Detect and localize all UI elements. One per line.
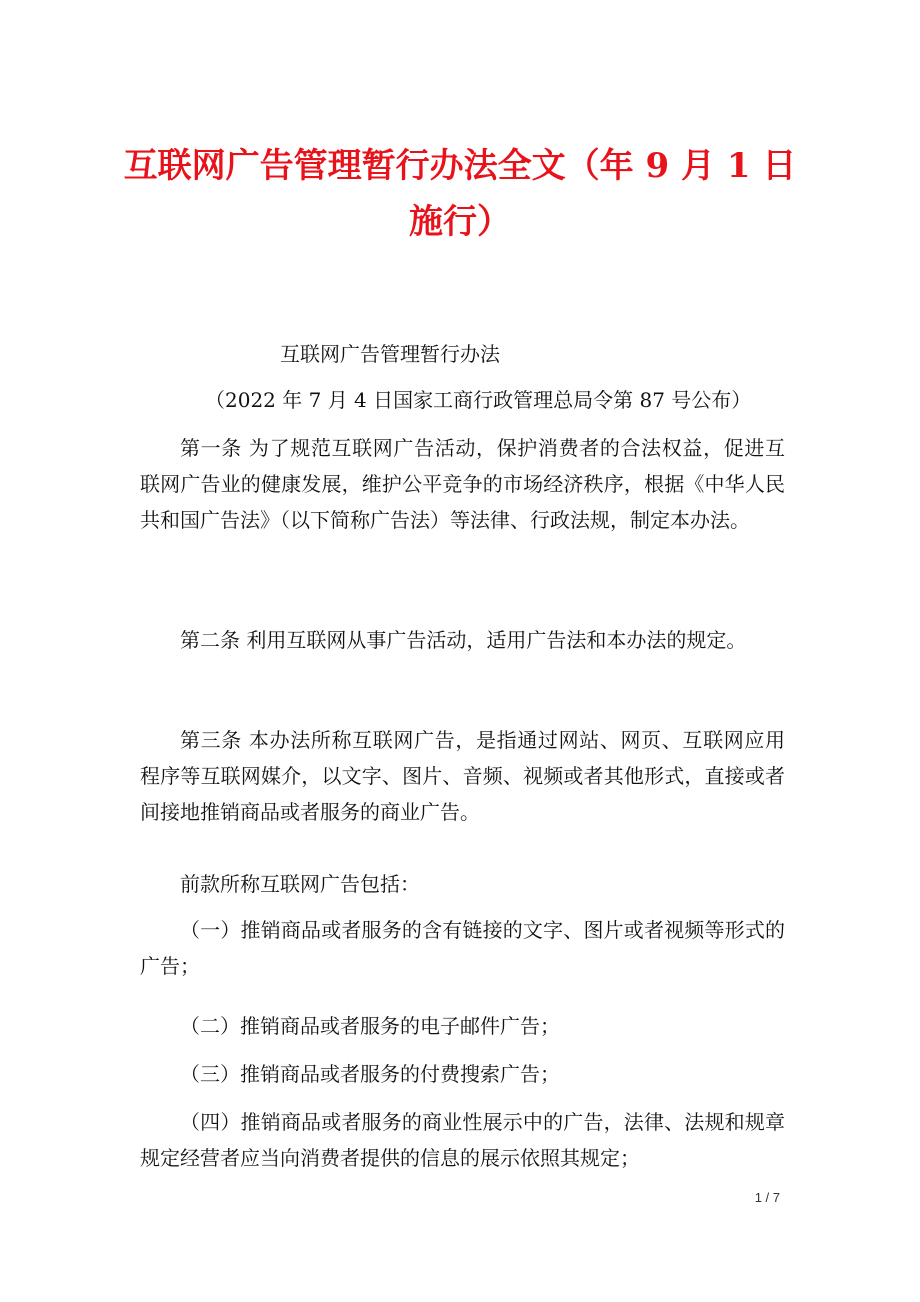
page-number: 1 / 7 [754, 1190, 780, 1205]
article-3-paragraph: 第三条 本办法所称互联网广告，是指通过网站、网页、互联网应用程序等互联网媒介，以文字、图片、音频、视频或者其他形式，直接或者间接地推销商品或者服务的商业广告。 [140, 728, 785, 824]
article-3-intro-paragraph: 前款所称互联网广告包括： [180, 872, 420, 896]
title-line-1: 互联网广告管理暂行办法全文（年 9 月 1 日 [123, 146, 797, 186]
list-item-3: （三）推销商品或者服务的付费搜索广告； [180, 1062, 560, 1086]
decree-note: （2022 年 7 月 4 日国家工商行政管理总局令第 87 号公布） [205, 388, 752, 412]
document-title [120, 138, 800, 250]
document-subtitle: 互联网广告管理暂行办法 [280, 342, 500, 366]
list-item-2: （二）推销商品或者服务的电子邮件广告； [180, 1014, 560, 1038]
title-line-2: 施行） [409, 202, 511, 242]
article-2-paragraph: 第二条 利用互联网从事广告活动，适用广告法和本办法的规定。 [180, 628, 747, 652]
list-item-4: （四）推销商品或者服务的商业性展示中的广告，法律、法规和规章规定经营者应当向消费者提供的信息的展示依照其规定； [140, 1110, 785, 1170]
list-item-1: （一）推销商品或者服务的含有链接的文字、图片或者视频等形式的广告； [140, 918, 785, 978]
article-1-paragraph: 第一条 为了规范互联网广告活动，保护消费者的合法权益，促进互联网广告业的健康发展，维护公平竞争的市场经济秩序，根据《中华人民共和国广告法》（以下简称广告法）等法律、行政法规，制定本办法。 [140, 436, 785, 532]
